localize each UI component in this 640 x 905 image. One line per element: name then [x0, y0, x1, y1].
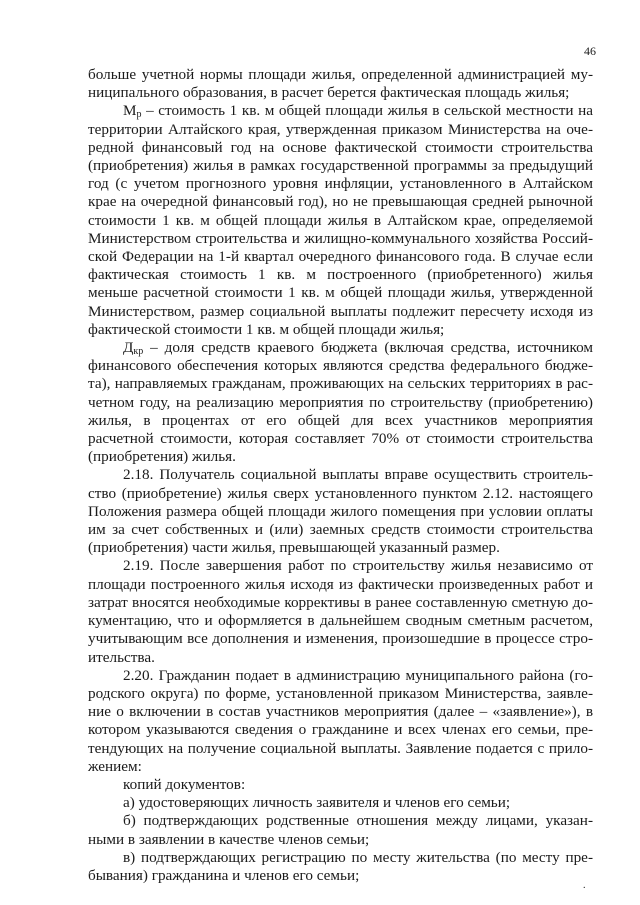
list-item-a: а) удостоверяющих личность заявителя и членов его семьи;: [123, 794, 511, 812]
term-mr-text: – стоимость 1 кв. м общей площади жилья в сельской местности на территории Алтайского края, утвержденная приказом Министерства на очередной финансовый год на основе фактической стоимости строительства (приобретения) жилья в рамках государственной программы за предыдущий год (с учетом прогнозного уровня инфляции, установленного в Алтайском крае на очередной финансовый год), но не превышающая средней рыночной стоимости 1 кв. м общей площади жилья в Алтайском крае, определяемой Министерством строительства и жилищно-коммунального хозяйства Российской Федерации на 1-й квартал очередного финансового года. В случае если фактическая стоимость 1 кв. м построенного (приобретенного) жилья меньше расчетной стоимости 1 кв. м общей площади жилья, утвержденной Министерством, размер социальной выплаты подлежит пересчету исходя из фактической стоимости 1 кв. м общей площади жилья;: [88, 102, 593, 338]
paragraph-2-18: 2.18. Получатель социальной выплаты вправе осуществить строительство (приобретение) жилья сверх установленного пунктом 2.12. настоящего Положения размера общей площади жилого помещения при условии оплаты им за счет собственных и (или) заемных средств стоимости строительства (приобретения) части жилья, превышающей указанный размер.: [88, 466, 593, 557]
paragraph-mr-definition: [88, 102, 593, 339]
term-dkr-subscript: кр: [133, 346, 144, 358]
paragraph-2-19: 2.19. После завершения работ по строительству жилья независимо от площади построенного жилья исходя из фактически произведенных работ и затрат вносятся необходимые коррективы в ранее составленную сметную документацию, что и оформляется в дальнейшем сводным сметным расчетом, учитывающим все дополнения и изменения, произошедшие в процессе строительства.: [88, 557, 593, 666]
paragraph-2-20: 2.20. Гражданин подает в администрацию муниципального района (городского округа) по форме, установленной приказом Министерства, заявление о включении в состав участников мероприятия (далее – «заявление»), в котором указываются сведения о гражданине и всех членах его семьи, претендующих на получение социальной выплаты. Заявление подается с приложением:: [88, 666, 593, 775]
paragraph-continuation: больше учетной нормы площади жилья, определенной администрацией муниципального образования, в расчет берется фактическая площадь жилья;: [88, 66, 593, 102]
list-item-b: б) подтверждающих родственные отношения между лицами, указанными в заявлении в качестве членов семьи;: [88, 812, 593, 848]
scan-mark: .: [583, 880, 586, 891]
list-item-copies: копий документов:: [123, 775, 246, 793]
term-mr: М: [123, 102, 137, 120]
term-dkr: Д: [123, 339, 134, 357]
document-body: [88, 66, 593, 885]
term-dkr-text: – доля средств краевого бюджета (включая средства, источником финансового обеспечения которых являются средства федерального бюджета), направляемых гражданам, проживающих на сельских территориях в расчетном году, на реализацию мероприятия по строительству (приобретению) жилья, в процентах от его общей для всех участников мероприятия расчетной стоимости, которая составляет 70% от стоимости строительства (приобретения) жилья.: [88, 339, 593, 466]
paragraph-dkr-definition: [88, 339, 593, 466]
page-number: 46: [584, 44, 596, 58]
term-mr-subscript: р: [136, 109, 142, 121]
list-item-v: в) подтверждающих регистрацию по месту жительства (по месту пребывания) гражданина и членов его семьи;: [88, 848, 593, 884]
